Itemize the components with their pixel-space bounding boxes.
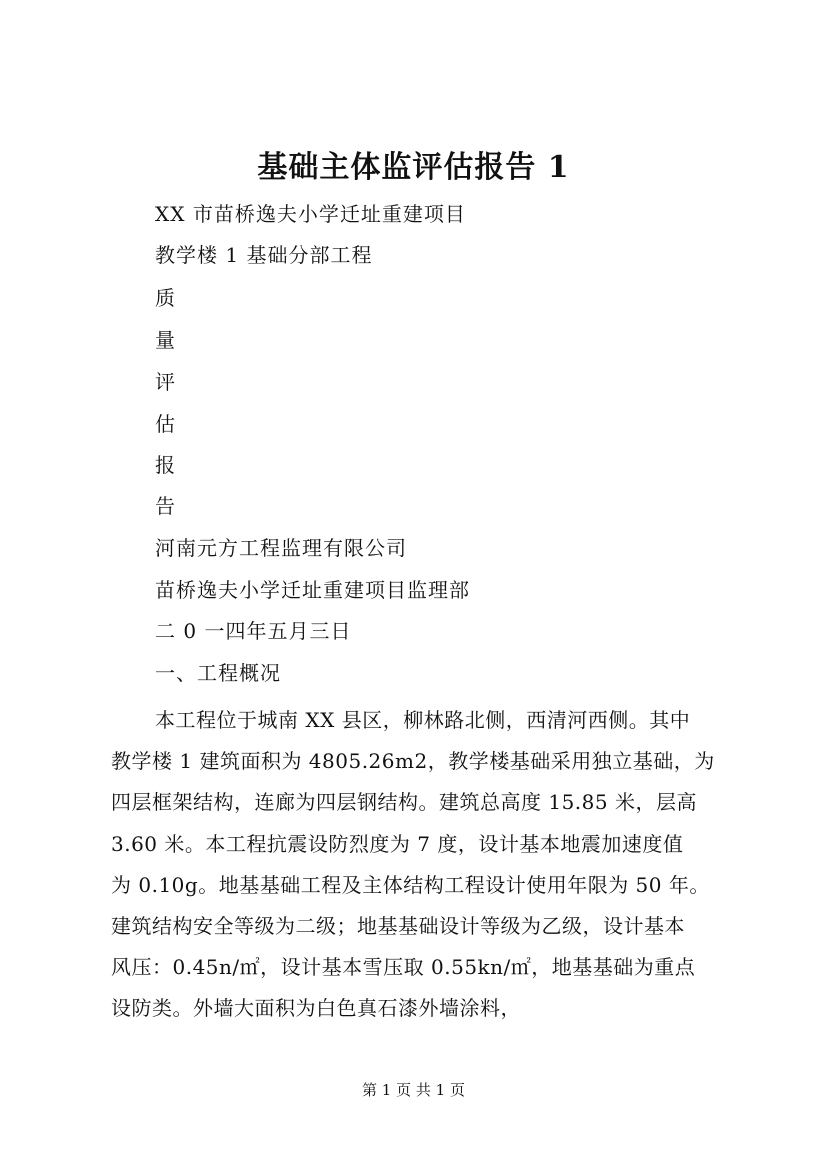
date-line: 二 0 一四年五月三日 xyxy=(155,619,352,643)
page-footer: 第 1 页 共 1 页 xyxy=(362,1081,465,1099)
overview-paragraph xyxy=(111,700,739,1030)
department-line: 苗桥逸夫小学迁址重建项目监理部 xyxy=(155,578,470,602)
vertical-title-char: 量 xyxy=(155,328,176,352)
paragraph-line: 四层框架结构，连廊为四层钢结构。建筑总高度 15.85 米，层高 xyxy=(111,790,697,815)
vertical-title-char: 质 xyxy=(155,286,176,310)
company-name-line: 河南元方工程监理有限公司 xyxy=(155,536,407,560)
vertical-title-char: 评 xyxy=(155,370,176,394)
paragraph-line: 3.60 米。本工程抗震设防烈度为 7 度，设计基本地震加速度值 xyxy=(111,831,684,856)
paragraph-line: 建筑结构安全等级为二级；地基基础设计等级为乙级，设计基本 xyxy=(111,914,685,939)
paragraph-line: 本工程位于城南 XX 县区，柳林路北侧，西清河西侧。其中 xyxy=(155,708,691,732)
paragraph-line: 设防类。外墙大面积为白色真石漆外墙涂料， xyxy=(111,996,521,1021)
paragraph-line: 为 0.10g。地基基础工程及主体结构工程设计使用年限为 50 年。 xyxy=(111,872,710,897)
subproject-line: 教学楼 1 基础分部工程 xyxy=(155,243,373,267)
vertical-title-char: 报 xyxy=(155,453,176,477)
project-name-line: XX 市苗桥逸夫小学迁址重建项目 xyxy=(155,202,466,226)
document-title: 基础主体监评估报告 1 xyxy=(257,150,570,185)
section-heading: 一、工程概况 xyxy=(155,661,281,685)
vertical-title-char: 估 xyxy=(155,412,176,436)
paragraph-line: 教学楼 1 建筑面积为 4805.26m2，教学楼基础采用独立基础，为 xyxy=(111,749,715,774)
paragraph-line: 风压：0.45n/㎡，设计基本雪压取 0.55kn/㎡，地基基础为重点 xyxy=(111,955,696,980)
vertical-title-char: 告 xyxy=(155,494,176,518)
